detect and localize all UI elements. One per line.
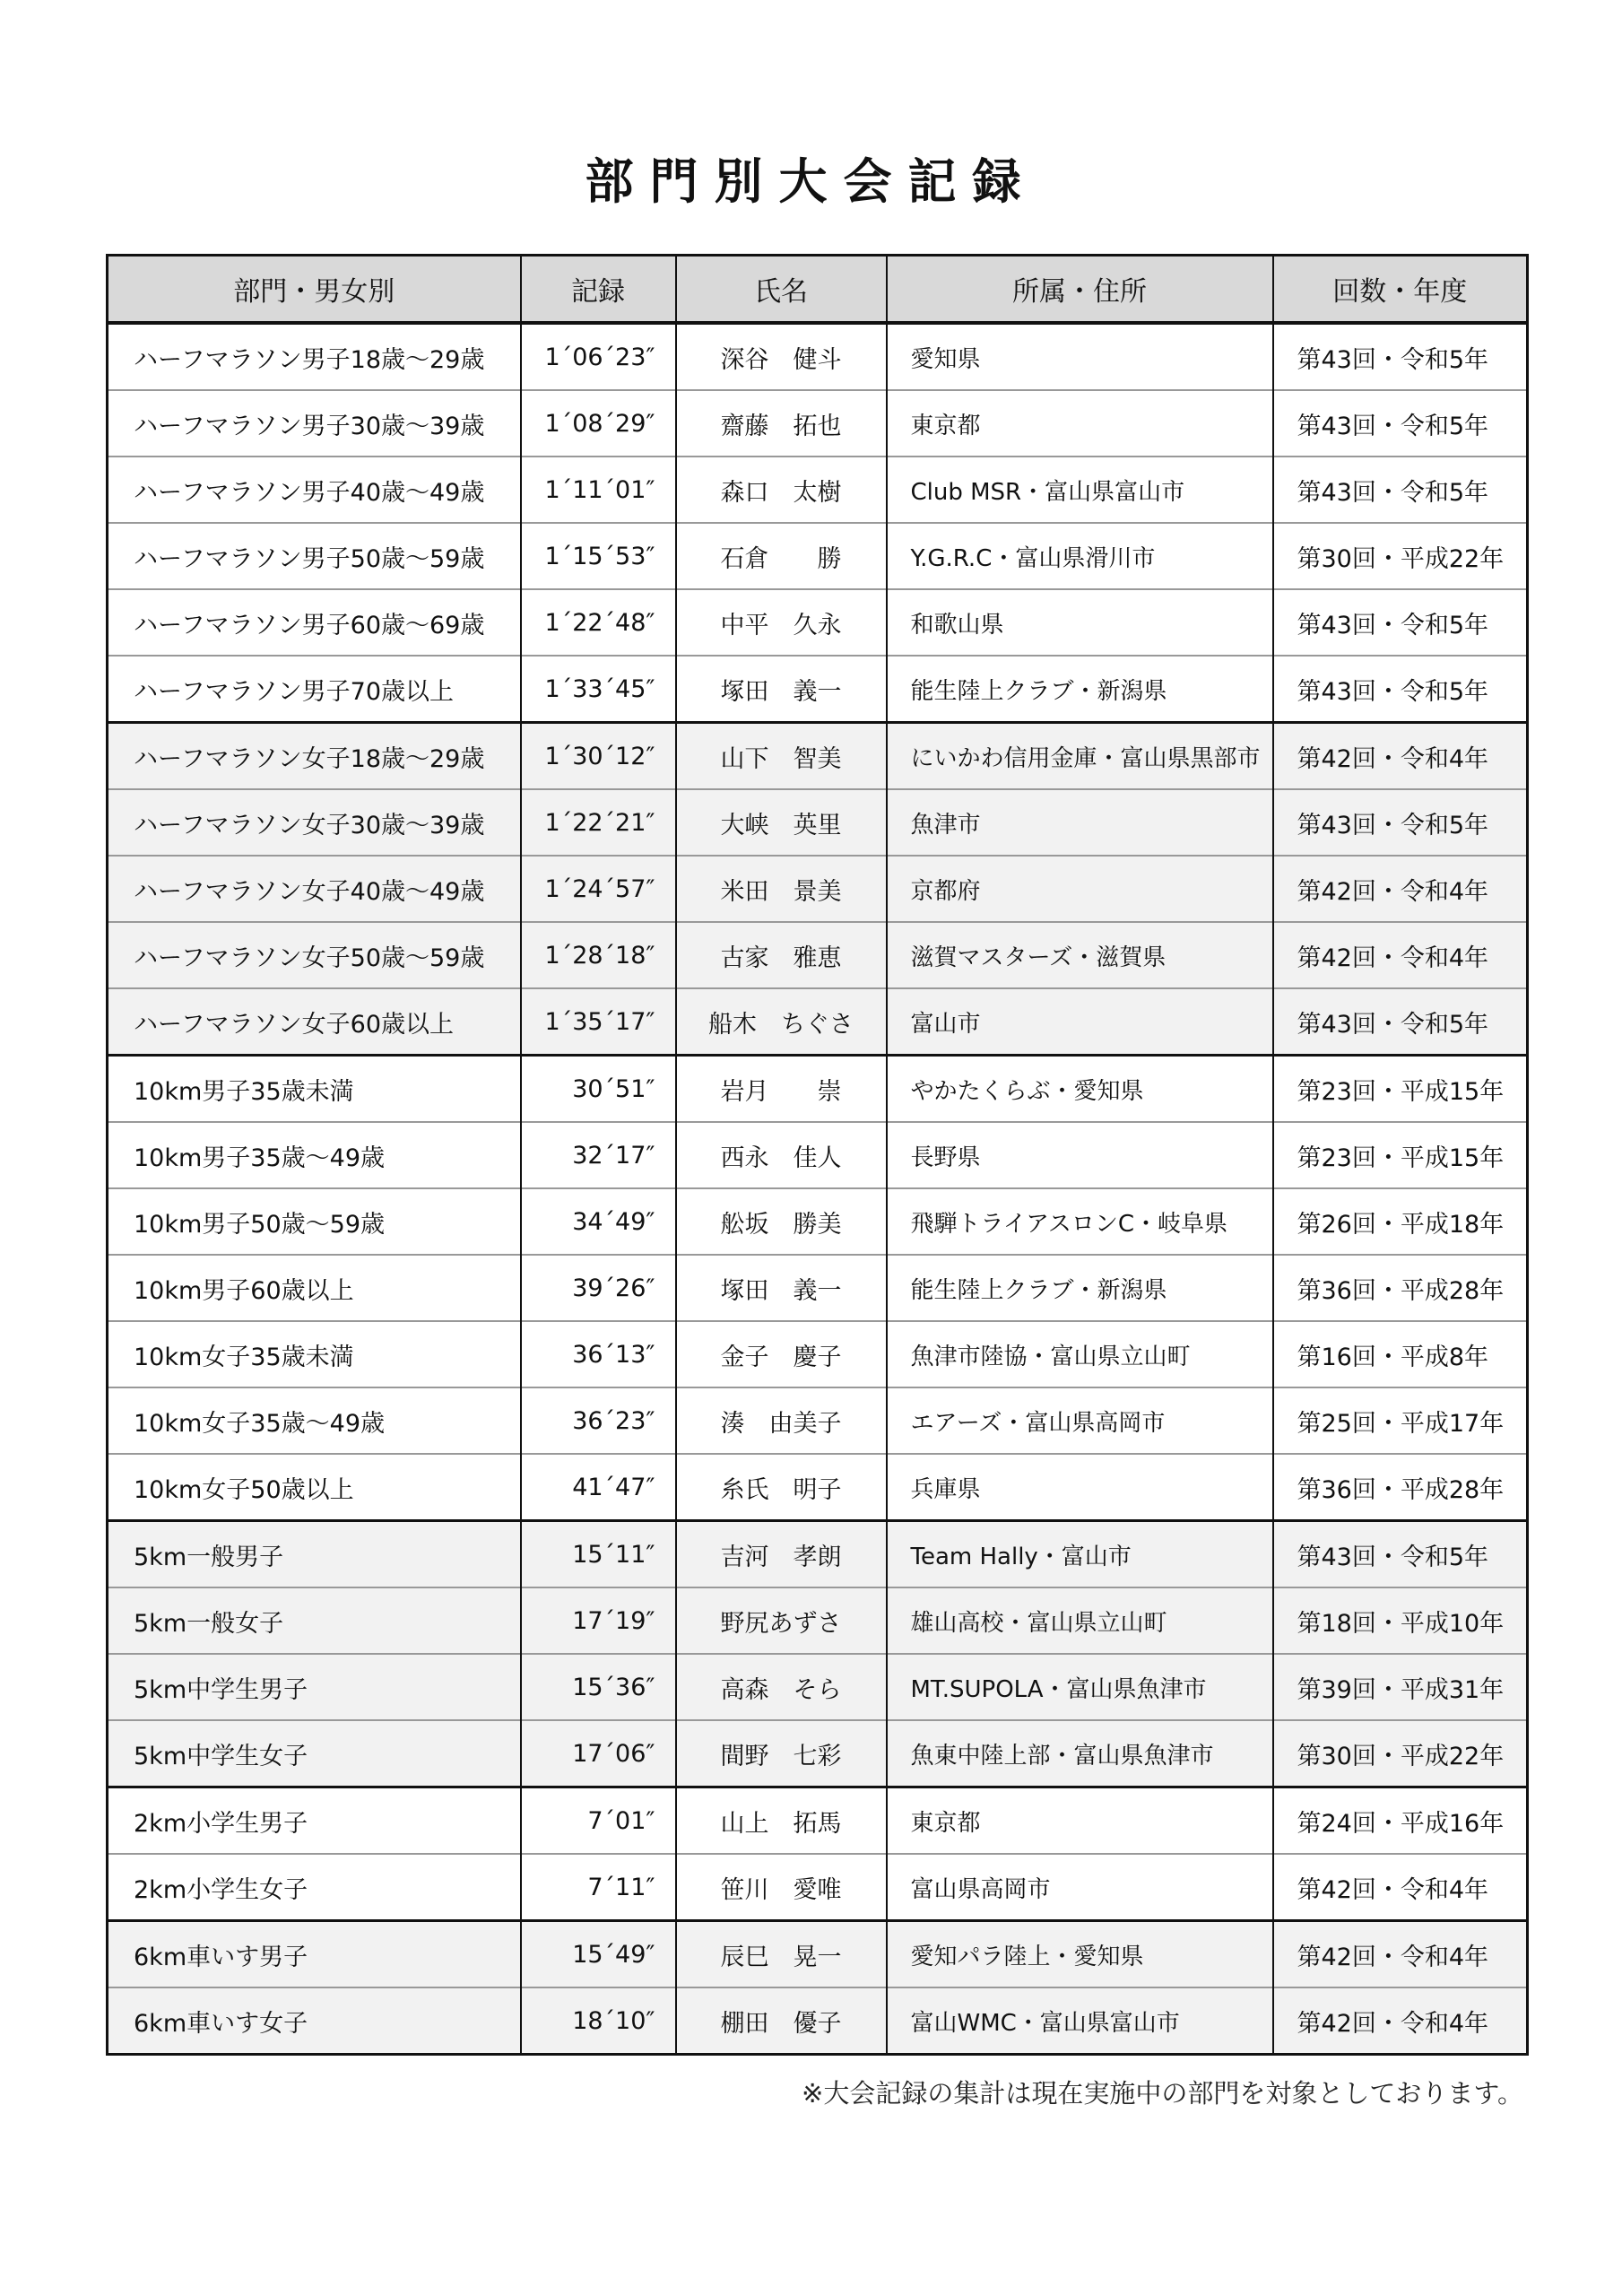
record-cell: 7´01″ xyxy=(521,1787,676,1855)
category-cell: ハーフマラソン女子50歳～59歳 xyxy=(108,922,521,988)
category-cell: ハーフマラソン男子18歳～29歳 xyxy=(108,323,521,390)
name-cell: 岩月 崇 xyxy=(676,1056,887,1123)
record-cell: 15´49″ xyxy=(521,1921,676,1988)
record-cell: 17´19″ xyxy=(521,1587,676,1654)
edition-year-cell: 第42回・令和4年 xyxy=(1273,723,1528,790)
name-cell: 棚田 優子 xyxy=(676,1987,887,2055)
category-cell: 10km女子35歳～49歳 xyxy=(108,1387,521,1454)
name-cell: 塚田 義一 xyxy=(676,656,887,723)
category-cell: 10km女子35歳未満 xyxy=(108,1321,521,1387)
category-cell: ハーフマラソン男子40歳～49歳 xyxy=(108,457,521,523)
edition-year-cell: 第23回・平成15年 xyxy=(1273,1122,1528,1188)
affiliation-cell: 魚津市 xyxy=(887,789,1273,856)
affiliation-cell: 愛知パラ陸上・愛知県 xyxy=(887,1921,1273,1988)
table-row xyxy=(108,1255,1528,1321)
table-row xyxy=(108,323,1528,390)
affiliation-cell: エアーズ・富山県高岡市 xyxy=(887,1387,1273,1454)
edition-year-cell: 第18回・平成10年 xyxy=(1273,1587,1528,1654)
affiliation-cell: 富山県高岡市 xyxy=(887,1854,1273,1921)
edition-year-cell: 第43回・令和5年 xyxy=(1273,390,1528,457)
edition-year-cell: 第30回・平成22年 xyxy=(1273,523,1528,589)
table-row xyxy=(108,1587,1528,1654)
table-row xyxy=(108,1921,1528,1988)
affiliation-cell: Y.G.R.C・富山県滑川市 xyxy=(887,523,1273,589)
record-cell: 32´17″ xyxy=(521,1122,676,1188)
header-edition-year: 回数・年度 xyxy=(1273,256,1528,324)
affiliation-cell: 東京都 xyxy=(887,390,1273,457)
name-cell: 深谷 健斗 xyxy=(676,323,887,390)
record-cell: 1´24´57″ xyxy=(521,856,676,922)
record-cell: 1´08´29″ xyxy=(521,390,676,457)
name-cell: 中平 久永 xyxy=(676,589,887,656)
category-cell: 5km一般女子 xyxy=(108,1587,521,1654)
table-row xyxy=(108,723,1528,790)
name-cell: 糸氏 明子 xyxy=(676,1454,887,1521)
table-row xyxy=(108,1787,1528,1855)
category-cell: 10km男子60歳以上 xyxy=(108,1255,521,1321)
edition-year-cell: 第30回・平成22年 xyxy=(1273,1720,1528,1787)
record-cell: 34´49″ xyxy=(521,1188,676,1255)
name-cell: 古家 雅恵 xyxy=(676,922,887,988)
category-cell: ハーフマラソン女子40歳～49歳 xyxy=(108,856,521,922)
edition-year-cell: 第43回・令和5年 xyxy=(1273,589,1528,656)
record-cell: 1´33´45″ xyxy=(521,656,676,723)
category-cell: 10km女子50歳以上 xyxy=(108,1454,521,1521)
edition-year-cell: 第43回・令和5年 xyxy=(1273,656,1528,723)
table-row xyxy=(108,1654,1528,1720)
record-cell: 39´26″ xyxy=(521,1255,676,1321)
edition-year-cell: 第39回・平成31年 xyxy=(1273,1654,1528,1720)
record-cell: 1´35´17″ xyxy=(521,988,676,1056)
footnote: ※大会記録の集計は現在実施中の部門を対象としております。 xyxy=(802,2078,1523,2109)
edition-year-cell: 第42回・令和4年 xyxy=(1273,856,1528,922)
affiliation-cell: 滋賀マスターズ・滋賀県 xyxy=(887,922,1273,988)
edition-year-cell: 第42回・令和4年 xyxy=(1273,1987,1528,2055)
name-cell: 野尻あずさ xyxy=(676,1587,887,1654)
category-cell: ハーフマラソン女子60歳以上 xyxy=(108,988,521,1056)
affiliation-cell: 魚東中陸上部・富山県魚津市 xyxy=(887,1720,1273,1787)
category-cell: 10km男子35歳～49歳 xyxy=(108,1122,521,1188)
edition-year-cell: 第25回・平成17年 xyxy=(1273,1387,1528,1454)
record-cell: 1´22´48″ xyxy=(521,589,676,656)
name-cell: 間野 七彩 xyxy=(676,1720,887,1787)
record-cell: 15´11″ xyxy=(521,1521,676,1588)
name-cell: 齋藤 拓也 xyxy=(676,390,887,457)
affiliation-cell: Club MSR・富山県富山市 xyxy=(887,457,1273,523)
edition-year-cell: 第16回・平成8年 xyxy=(1273,1321,1528,1387)
name-cell: 高森 そら xyxy=(676,1654,887,1720)
category-cell: 2km小学生女子 xyxy=(108,1854,521,1921)
table-row xyxy=(108,1387,1528,1454)
name-cell: 山上 拓馬 xyxy=(676,1787,887,1855)
name-cell: 船木 ちぐさ xyxy=(676,988,887,1056)
table-row xyxy=(108,1056,1528,1123)
name-cell: 森口 太樹 xyxy=(676,457,887,523)
record-cell: 36´13″ xyxy=(521,1321,676,1387)
affiliation-cell: 和歌山県 xyxy=(887,589,1273,656)
record-cell: 30´51″ xyxy=(521,1056,676,1123)
category-cell: ハーフマラソン男子70歳以上 xyxy=(108,656,521,723)
edition-year-cell: 第42回・令和4年 xyxy=(1273,1854,1528,1921)
edition-year-cell: 第43回・令和5年 xyxy=(1273,1521,1528,1588)
edition-year-cell: 第43回・令和5年 xyxy=(1273,988,1528,1056)
record-cell: 15´36″ xyxy=(521,1654,676,1720)
category-cell: ハーフマラソン男子60歳～69歳 xyxy=(108,589,521,656)
record-cell: 18´10″ xyxy=(521,1987,676,2055)
table-row xyxy=(108,1987,1528,2055)
header-row xyxy=(108,256,1528,324)
affiliation-cell: Team Hally・富山市 xyxy=(887,1521,1273,1588)
category-cell: 5km中学生女子 xyxy=(108,1720,521,1787)
affiliation-cell: にいかわ信用金庫・富山県黒部市 xyxy=(887,723,1273,790)
edition-year-cell: 第24回・平成16年 xyxy=(1273,1787,1528,1855)
affiliation-cell: 能生陸上クラブ・新潟県 xyxy=(887,656,1273,723)
affiliation-cell: 飛騨トライアスロンC・岐阜県 xyxy=(887,1188,1273,1255)
record-cell: 1´15´53″ xyxy=(521,523,676,589)
table-row xyxy=(108,390,1528,457)
record-cell: 1´22´21″ xyxy=(521,789,676,856)
name-cell: 辰巳 晃一 xyxy=(676,1921,887,1988)
record-cell: 1´28´18″ xyxy=(521,922,676,988)
affiliation-cell: 長野県 xyxy=(887,1122,1273,1188)
record-cell: 17´06″ xyxy=(521,1720,676,1787)
name-cell: 塚田 義一 xyxy=(676,1255,887,1321)
table-row xyxy=(108,1521,1528,1588)
record-cell: 1´30´12″ xyxy=(521,723,676,790)
edition-year-cell: 第42回・令和4年 xyxy=(1273,922,1528,988)
edition-year-cell: 第43回・令和5年 xyxy=(1273,323,1528,390)
affiliation-cell: 京都府 xyxy=(887,856,1273,922)
name-cell: 舩坂 勝美 xyxy=(676,1188,887,1255)
table-row xyxy=(108,523,1528,589)
category-cell: ハーフマラソン女子18歳～29歳 xyxy=(108,723,521,790)
header-affiliation: 所属・住所 xyxy=(887,256,1273,324)
category-cell: ハーフマラソン男子50歳～59歳 xyxy=(108,523,521,589)
edition-year-cell: 第23回・平成15年 xyxy=(1273,1056,1528,1123)
table-row xyxy=(108,988,1528,1056)
name-cell: 米田 景美 xyxy=(676,856,887,922)
name-cell: 大峡 英里 xyxy=(676,789,887,856)
name-cell: 湊 由美子 xyxy=(676,1387,887,1454)
header-category: 部門・男女別 xyxy=(108,256,521,324)
records-table xyxy=(106,254,1529,2056)
table-row xyxy=(108,457,1528,523)
table-row xyxy=(108,1122,1528,1188)
name-cell: 吉河 孝朗 xyxy=(676,1521,887,1588)
record-cell: 36´23″ xyxy=(521,1387,676,1454)
table-row xyxy=(108,656,1528,723)
affiliation-cell: 東京都 xyxy=(887,1787,1273,1855)
affiliation-cell: MT.SUPOLA・富山県魚津市 xyxy=(887,1654,1273,1720)
edition-year-cell: 第43回・令和5年 xyxy=(1273,789,1528,856)
category-cell: 6km車いす女子 xyxy=(108,1987,521,2055)
table-row xyxy=(108,922,1528,988)
edition-year-cell: 第26回・平成18年 xyxy=(1273,1188,1528,1255)
category-cell: 10km男子35歳未満 xyxy=(108,1056,521,1123)
header-name: 氏名 xyxy=(676,256,887,324)
affiliation-cell: やかたくらぶ・愛知県 xyxy=(887,1056,1273,1123)
affiliation-cell: 魚津市陸協・富山県立山町 xyxy=(887,1321,1273,1387)
table-row xyxy=(108,1188,1528,1255)
name-cell: 石倉 勝 xyxy=(676,523,887,589)
category-cell: ハーフマラソン男子30歳～39歳 xyxy=(108,390,521,457)
record-cell: 1´06´23″ xyxy=(521,323,676,390)
record-cell: 7´11″ xyxy=(521,1854,676,1921)
affiliation-cell: 兵庫県 xyxy=(887,1454,1273,1521)
table-row xyxy=(108,1854,1528,1921)
category-cell: 2km小学生男子 xyxy=(108,1787,521,1855)
record-cell: 41´47″ xyxy=(521,1454,676,1521)
edition-year-cell: 第36回・平成28年 xyxy=(1273,1255,1528,1321)
table-row xyxy=(108,789,1528,856)
name-cell: 金子 慶子 xyxy=(676,1321,887,1387)
page-title: 部門別大会記録 xyxy=(585,153,1037,210)
category-cell: ハーフマラソン女子30歳～39歳 xyxy=(108,789,521,856)
table-row xyxy=(108,1720,1528,1787)
category-cell: 6km車いす男子 xyxy=(108,1921,521,1988)
record-cell: 1´11´01″ xyxy=(521,457,676,523)
edition-year-cell: 第36回・平成28年 xyxy=(1273,1454,1528,1521)
name-cell: 西永 佳人 xyxy=(676,1122,887,1188)
affiliation-cell: 愛知県 xyxy=(887,323,1273,390)
name-cell: 山下 智美 xyxy=(676,723,887,790)
table-row xyxy=(108,1321,1528,1387)
table-row xyxy=(108,856,1528,922)
category-cell: 10km男子50歳～59歳 xyxy=(108,1188,521,1255)
table-row xyxy=(108,1454,1528,1521)
edition-year-cell: 第42回・令和4年 xyxy=(1273,1921,1528,1988)
affiliation-cell: 富山WMC・富山県富山市 xyxy=(887,1987,1273,2055)
category-cell: 5km一般男子 xyxy=(108,1521,521,1588)
table-row xyxy=(108,589,1528,656)
header-record: 記録 xyxy=(521,256,676,324)
affiliation-cell: 能生陸上クラブ・新潟県 xyxy=(887,1255,1273,1321)
category-cell: 5km中学生男子 xyxy=(108,1654,521,1720)
affiliation-cell: 雄山高校・富山県立山町 xyxy=(887,1587,1273,1654)
edition-year-cell: 第43回・令和5年 xyxy=(1273,457,1528,523)
affiliation-cell: 富山市 xyxy=(887,988,1273,1056)
name-cell: 笹川 愛唯 xyxy=(676,1854,887,1921)
